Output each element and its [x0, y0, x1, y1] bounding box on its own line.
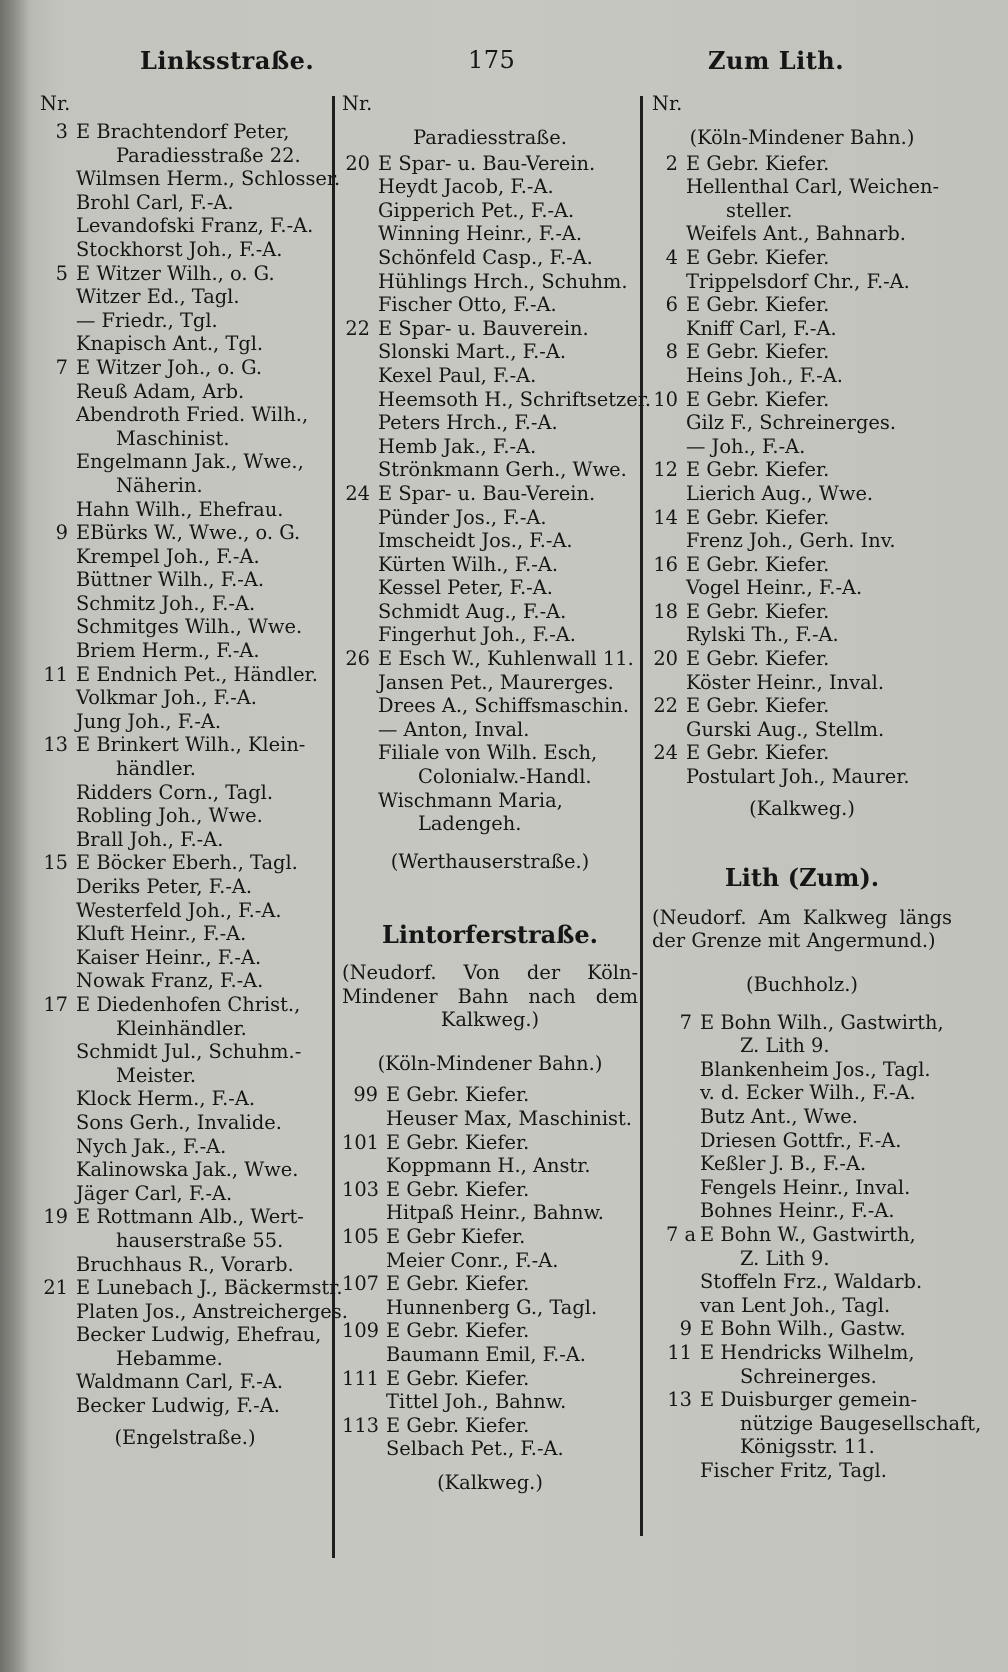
- resident-entry: Klock Herm., F.-A.: [76, 1087, 255, 1111]
- resident-entry: Brall Joh., F.-A.: [76, 827, 224, 851]
- entry-continuation: händler.: [116, 757, 196, 781]
- resident-entry: Gurski Aug., Stellm.: [686, 717, 885, 741]
- owner-text: E Gebr. Kiefer.: [686, 387, 830, 411]
- house-number: 14: [653, 505, 678, 529]
- house-entry: [40, 1276, 343, 1300]
- owner-text: E Böcker Eberh., Tagl.: [76, 851, 298, 875]
- resident-entry: Postulart Joh., Maurer.: [686, 765, 910, 789]
- resident-entry: — Friedr., Tgl.: [76, 308, 218, 332]
- resident-entry: Vogel Heinr., F.-A.: [686, 576, 863, 600]
- entry-continuation: Z. Lith 9.: [740, 1034, 830, 1058]
- column-zum-lith: [652, 92, 982, 1482]
- resident-entry: Stoffeln Frz., Waldarb.: [700, 1270, 923, 1294]
- resident-entry: Fingerhut Joh., F.-A.: [378, 623, 576, 647]
- house-number: 3: [55, 120, 68, 143]
- house-entry: [652, 647, 952, 671]
- resident-entry: Jung Joh., F.-A.: [76, 709, 222, 733]
- nr-heading: Nr.: [652, 92, 683, 115]
- owner-text: E Gebr. Kiefer.: [686, 340, 830, 364]
- entry-continuation: Schreinerges.: [740, 1364, 877, 1388]
- section-heading: (Köln-Mindener Bahn.): [689, 126, 915, 149]
- house-entry: [342, 1272, 638, 1296]
- resident-entry: Reuß Adam, Arb.: [76, 379, 245, 403]
- resident-entry: Köster Heinr., Inval.: [686, 670, 885, 694]
- house-entry: [40, 120, 330, 144]
- resident-entry: Schmitges Wilh., Wwe.: [76, 615, 303, 639]
- nr-heading: Nr.: [342, 92, 373, 115]
- house-number: 2: [665, 151, 678, 175]
- resident-entry: Hahn Wilh., Ehefrau.: [76, 497, 284, 521]
- owner-text: E Gebr. Kiefer.: [686, 293, 830, 317]
- house-entry: [40, 993, 330, 1017]
- house-entry: [652, 246, 952, 270]
- house-entry: [342, 1178, 638, 1202]
- street-title: Lintorferstraße.: [381, 920, 599, 950]
- house-number: 11: [667, 1340, 692, 1364]
- resident-entry: Witzer Ed., Tagl.: [76, 285, 240, 309]
- owner-text: E Gebr. Kiefer.: [386, 1083, 530, 1107]
- street-title: Lith (Zum).: [724, 863, 880, 893]
- street-description: (Neudorf. Am Kalkweg längs: [652, 905, 952, 929]
- owner-text: E Gebr. Kiefer.: [386, 1177, 530, 1201]
- house-number: 103: [342, 1177, 380, 1201]
- house-number: 105: [342, 1224, 380, 1248]
- resident-entry: Blankenheim Jos., Tagl.: [700, 1057, 931, 1081]
- house-number: 22: [345, 316, 370, 340]
- resident-entry: Selbach Pet., F.-A.: [386, 1437, 564, 1461]
- house-number: 113: [342, 1413, 380, 1437]
- cross-street-note: (Werthauserstraße.): [390, 849, 590, 873]
- resident-entry: Hühlings Hrch., Schuhm.: [378, 269, 628, 293]
- resident-entry: Deriks Peter, F.-A.: [76, 875, 253, 898]
- entry-continuation: Näherin.: [116, 473, 203, 497]
- resident-entry: Bohnes Heinr., F.-A.: [700, 1199, 895, 1223]
- entry-list: [342, 1083, 638, 1461]
- owner-text: E Gebr. Kiefer.: [686, 151, 830, 175]
- house-entry: [666, 1223, 952, 1247]
- street-description: (Neudorf. Von der Köln-: [342, 961, 638, 984]
- resident-entry: Levandofski Franz, F.-A.: [76, 214, 314, 238]
- house-entry: [652, 152, 952, 176]
- column-linksstrasse: [40, 92, 348, 1449]
- resident-entry: Keßler J. B., F.-A.: [700, 1152, 867, 1176]
- resident-entry: — Joh., F.-A.: [686, 434, 806, 458]
- entry-list: [652, 152, 952, 789]
- house-entry: [652, 600, 952, 624]
- house-number: 20: [653, 647, 678, 671]
- house-entry: [342, 1367, 638, 1391]
- column-paradies-lintorfer: [342, 92, 652, 1494]
- house-entry: [40, 1205, 330, 1229]
- owner-text: E Brachtendorf Peter,: [76, 120, 290, 143]
- resident-entry: Filiale von Wilh. Esch,: [378, 741, 598, 765]
- resident-entry: Jäger Carl, F.-A.: [76, 1181, 233, 1205]
- house-entry: [652, 741, 952, 765]
- owner-text: E Witzer Joh., o. G.: [76, 355, 263, 379]
- house-entry: [40, 262, 330, 286]
- house-entry: [342, 647, 638, 671]
- running-header-left: Linksstraße.: [140, 46, 315, 75]
- resident-entry: Kürten Wilh., F.-A.: [378, 552, 559, 576]
- house-entry: [40, 356, 330, 380]
- house-number: 7: [679, 1010, 692, 1034]
- resident-entry: Weifels Ant., Bahnarb.: [686, 222, 906, 246]
- street-heading: Paradiesstraße.: [413, 126, 567, 149]
- resident-entry: Butz Ant., Wwe.: [700, 1104, 858, 1128]
- house-number: 17: [43, 992, 68, 1016]
- house-entry: [666, 1011, 952, 1035]
- owner-text: E Gebr. Kiefer.: [386, 1272, 530, 1296]
- house-number: 107: [342, 1272, 380, 1296]
- resident-entry: Schönfeld Casp., F.-A.: [378, 245, 593, 269]
- house-entry: [40, 851, 330, 875]
- house-number: 20: [345, 151, 370, 175]
- nr-heading: Nr.: [40, 92, 71, 115]
- house-number: 101: [342, 1130, 380, 1154]
- house-number: 111: [342, 1366, 380, 1390]
- owner-text: E Gebr. Kiefer.: [686, 694, 830, 718]
- owner-text: E Rottmann Alb., Wert-: [76, 1205, 304, 1229]
- running-header-right: Zum Lith.: [708, 46, 845, 75]
- resident-entry: Fengels Heinr., Inval.: [700, 1175, 911, 1199]
- house-entry: [652, 553, 952, 577]
- house-number: 109: [342, 1319, 380, 1343]
- owner-text: E Spar- u. Bau-Verein.: [378, 481, 596, 505]
- house-number: 10: [653, 387, 678, 411]
- resident-entry: Krempel Joh., F.-A.: [76, 544, 260, 568]
- owner-text: E Hendricks Wilhelm,: [700, 1340, 915, 1364]
- owner-text: E Duisburger gemein-: [700, 1388, 917, 1412]
- page-number: 175: [468, 46, 516, 74]
- entry-continuation: Paradiesstraße 22.: [116, 143, 301, 167]
- house-number: 11: [43, 662, 68, 686]
- resident-entry: Kessel Peter, F.-A.: [378, 576, 553, 600]
- resident-entry: Heuser Max, Maschinist.: [386, 1106, 632, 1130]
- resident-entry: Driesen Gottfr., F.-A.: [700, 1128, 902, 1152]
- house-entry: [342, 1225, 638, 1249]
- resident-entry: Koppmann H., Anstr.: [386, 1154, 591, 1178]
- entry-continuation: Ladengeh.: [418, 812, 522, 836]
- house-number: 24: [653, 741, 678, 765]
- cross-street-note: (Kalkweg.): [437, 1470, 543, 1494]
- resident-entry: Brohl Carl, F.-A.: [76, 190, 234, 214]
- owner-text: E Gebr. Kiefer.: [686, 647, 830, 671]
- owner-text: E Spar- u. Bau-Verein.: [378, 151, 596, 175]
- owner-text: E Gebr Kiefer.: [386, 1224, 526, 1248]
- house-number: 9: [679, 1317, 692, 1341]
- owner-text: E Gebr. Kiefer.: [686, 552, 830, 576]
- owner-text: E Gebr. Kiefer.: [386, 1319, 530, 1343]
- resident-entry: Trippelsdorf Chr., F.-A.: [686, 269, 910, 293]
- owner-text: E Gebr. Kiefer.: [686, 245, 830, 269]
- resident-entry: Volkmar Joh., F.-A.: [76, 686, 257, 710]
- owner-text: E Witzer Wilh., o. G.: [76, 261, 275, 285]
- owner-text: E Bohn Wilh., Gastwirth,: [700, 1010, 944, 1034]
- resident-entry: van Lent Joh., Tagl.: [700, 1293, 891, 1317]
- owner-text: E Bohn Wilh., Gastw.: [700, 1317, 906, 1341]
- owner-text: E Gebr. Kiefer.: [686, 505, 830, 529]
- house-entry: [652, 293, 952, 317]
- entry-continuation: steller.: [726, 198, 793, 222]
- house-entry: [342, 317, 638, 341]
- house-number: 8: [665, 340, 678, 364]
- resident-entry: Pünder Jos., F.-A.: [378, 505, 547, 529]
- house-number: 13: [667, 1388, 692, 1412]
- house-number: 4: [665, 245, 678, 269]
- house-entry: [342, 482, 638, 506]
- resident-entry: Abendroth Fried. Wilh.,: [76, 403, 309, 427]
- owner-text: E Gebr. Kiefer.: [386, 1130, 530, 1154]
- resident-entry: Drees A., Schiffsmaschin.: [378, 694, 630, 718]
- entry-continuation: Königsstr. 11.: [740, 1435, 875, 1459]
- street-description: Kalkweg.): [440, 1008, 540, 1032]
- resident-entry: Baumann Emil, F.-A.: [386, 1342, 586, 1366]
- resident-entry: Westerfeld Joh., F.-A.: [76, 898, 282, 922]
- resident-entry: Rylski Th., F.-A.: [686, 623, 839, 647]
- house-entry: [666, 1317, 952, 1341]
- resident-entry: Hemb Jak., F.-A.: [378, 434, 537, 458]
- house-number: 12: [653, 458, 678, 482]
- entry-continuation: Maschinist.: [116, 426, 230, 450]
- house-number: 99: [353, 1083, 378, 1107]
- house-number: 24: [345, 481, 370, 505]
- house-entry: [666, 1388, 952, 1412]
- section-heading: (Köln-Mindener Bahn.): [377, 1051, 603, 1075]
- resident-entry: Frenz Joh., Gerh. Inv.: [686, 529, 896, 553]
- owner-text: E Gebr. Kiefer.: [686, 599, 830, 623]
- resident-entry: Wischmann Maria,: [378, 788, 563, 812]
- resident-entry: Kniff Carl, F.-A.: [686, 316, 837, 340]
- resident-entry: Stockhorst Joh., F.-A.: [76, 237, 283, 261]
- entry-continuation: nützige Baugesellschaft,: [740, 1411, 982, 1435]
- house-number: 19: [43, 1205, 68, 1229]
- resident-entry: Sons Gerh., Invalide.: [76, 1110, 282, 1134]
- house-number: 13: [43, 733, 68, 757]
- entry-list: [40, 120, 348, 1418]
- house-entry: [342, 1131, 638, 1155]
- house-entry: [342, 152, 638, 176]
- entry-continuation: hauserstraße 55.: [116, 1228, 284, 1252]
- resident-entry: Ridders Corn., Tagl.: [76, 780, 274, 804]
- resident-entry: Nowak Franz, F.-A.: [76, 969, 264, 993]
- resident-entry: Peters Hrch., F.-A.: [378, 411, 558, 435]
- owner-text: E Gebr. Kiefer.: [686, 741, 830, 765]
- house-entry: [652, 458, 952, 482]
- resident-entry: Kaiser Heinr., F.-A.: [76, 945, 262, 969]
- resident-entry: Schmitz Joh., F.-A.: [76, 591, 256, 615]
- resident-entry: Fischer Fritz, Tagl.: [700, 1458, 887, 1482]
- entry-continuation: Colonialw.-Handl.: [418, 765, 592, 789]
- resident-entry: Heydt Jacob, F.-A.: [378, 175, 554, 199]
- owner-text: E Gebr. Kiefer.: [386, 1366, 530, 1390]
- resident-entry: Waldmann Carl, F.-A.: [76, 1370, 284, 1394]
- house-number: 16: [653, 552, 678, 576]
- owner-text: E Esch W., Kuhlenwall 11.: [378, 647, 634, 671]
- house-number: 7: [55, 355, 68, 379]
- resident-entry: Wilmsen Herm., Schlosser.: [76, 167, 341, 191]
- resident-entry: Lierich Aug., Wwe.: [686, 481, 874, 505]
- resident-entry: Imscheidt Jos., F.-A.: [378, 529, 573, 553]
- column-rule-left: [332, 96, 335, 1558]
- owner-text: E Endnich Pet., Händler.: [76, 662, 318, 686]
- house-number: 18: [653, 599, 678, 623]
- entry-continuation: Z. Lith 9.: [740, 1246, 830, 1270]
- house-number: 21: [43, 1276, 68, 1300]
- resident-entry: Tittel Joh., Bahnw.: [386, 1390, 567, 1414]
- owner-text: E Diedenhofen Christ.,: [76, 992, 301, 1016]
- resident-entry: Strönkmann Gerh., Wwe.: [378, 458, 627, 482]
- resident-entry: Kexel Paul, F.-A.: [378, 363, 537, 387]
- resident-entry: Kluft Heinr., F.-A.: [76, 922, 247, 946]
- house-number: 15: [43, 851, 68, 875]
- house-entry: [342, 1083, 638, 1107]
- resident-entry: Becker Ludwig, Ehefrau,: [76, 1323, 322, 1347]
- house-number: 9: [55, 521, 68, 545]
- house-entry: [342, 1414, 638, 1438]
- house-entry: [652, 340, 952, 364]
- resident-entry: Platen Jos., Anstreicherges.: [76, 1299, 348, 1323]
- resident-entry: Kalinowska Jak., Wwe.: [76, 1158, 299, 1182]
- resident-entry: Heins Joh., F.-A.: [686, 363, 843, 387]
- resident-entry: Bruchhaus R., Vorarb.: [76, 1252, 294, 1276]
- house-entry: [652, 506, 952, 530]
- resident-entry: Fischer Otto, F.-A.: [378, 293, 557, 317]
- house-entry: [652, 388, 952, 412]
- resident-entry: — Anton, Inval.: [378, 717, 530, 741]
- house-entry: [652, 694, 952, 718]
- resident-entry: Robling Joh., Wwe.: [76, 804, 263, 828]
- resident-entry: Winning Heinr., F.-A.: [378, 222, 583, 246]
- resident-entry: Gilz F., Schreinerges.: [686, 411, 897, 435]
- owner-text: E Gebr. Kiefer.: [386, 1413, 530, 1437]
- entry-continuation: Meister.: [116, 1063, 197, 1087]
- house-number: 26: [345, 647, 370, 671]
- resident-entry: Briem Herm., F.-A.: [76, 639, 260, 663]
- resident-entry: Heemsoth H., Schriftsetzer.: [378, 387, 652, 411]
- resident-entry: Jansen Pet., Maurerges.: [378, 670, 614, 694]
- cross-street-note: (Kalkweg.): [749, 796, 855, 820]
- house-number: 22: [653, 694, 678, 718]
- entry-list: [342, 151, 652, 836]
- resident-entry: Gipperich Pet., F.-A.: [378, 198, 575, 222]
- street-description: der Grenze mit Angermund.): [652, 929, 936, 953]
- owner-text: E Brinkert Wilh., Klein-: [76, 733, 306, 757]
- owner-text: E Lunebach J., Bäckermstr.: [76, 1276, 343, 1300]
- house-entry: [40, 521, 330, 545]
- entry-list: [652, 1010, 982, 1483]
- cross-street-note: (Engelstraße.): [114, 1425, 256, 1449]
- resident-entry: Nych Jak., F.-A.: [76, 1134, 227, 1158]
- street-description: Mindener Bahn nach dem: [342, 984, 638, 1008]
- resident-entry: Slonski Mart., F.-A.: [378, 340, 566, 364]
- entry-continuation: Hebamme.: [116, 1346, 223, 1370]
- column-rule-right: [640, 96, 643, 1536]
- resident-entry: Schmidt Aug., F.-A.: [378, 599, 567, 623]
- resident-entry: Knapisch Ant., Tgl.: [76, 332, 264, 356]
- resident-entry: Hunnenberg G., Tagl.: [386, 1295, 598, 1319]
- resident-entry: Schmidt Jul., Schuhm.-: [76, 1040, 302, 1064]
- resident-entry: Büttner Wilh., F.-A.: [76, 568, 265, 592]
- resident-entry: Engelmann Jak., Wwe.,: [76, 450, 304, 474]
- house-entry: [40, 663, 330, 687]
- house-entry: [342, 1319, 638, 1343]
- resident-entry: Hitpaß Heinr., Bahnw.: [386, 1201, 604, 1225]
- resident-entry: Hellenthal Carl, Weichen-: [686, 175, 940, 199]
- section-heading: (Buchholz.): [746, 973, 858, 996]
- house-number: 5: [55, 261, 68, 285]
- resident-entry: Becker Ludwig, F.-A.: [76, 1394, 280, 1418]
- resident-entry: v. d. Ecker Wilh., F.-A.: [700, 1081, 916, 1105]
- owner-text: EBürks W., Wwe., o. G.: [76, 521, 301, 545]
- owner-text: E Spar- u. Bauverein.: [378, 316, 589, 340]
- house-number: 7 a: [666, 1222, 697, 1246]
- house-entry: [40, 733, 330, 757]
- resident-entry: Meier Conr., F.-A.: [386, 1248, 559, 1272]
- entry-continuation: Kleinhändler.: [116, 1016, 247, 1040]
- house-entry: [666, 1341, 952, 1365]
- owner-text: E Gebr. Kiefer.: [686, 458, 830, 482]
- owner-text: E Bohn W., Gastwirth,: [700, 1222, 916, 1246]
- house-number: 6: [665, 293, 678, 317]
